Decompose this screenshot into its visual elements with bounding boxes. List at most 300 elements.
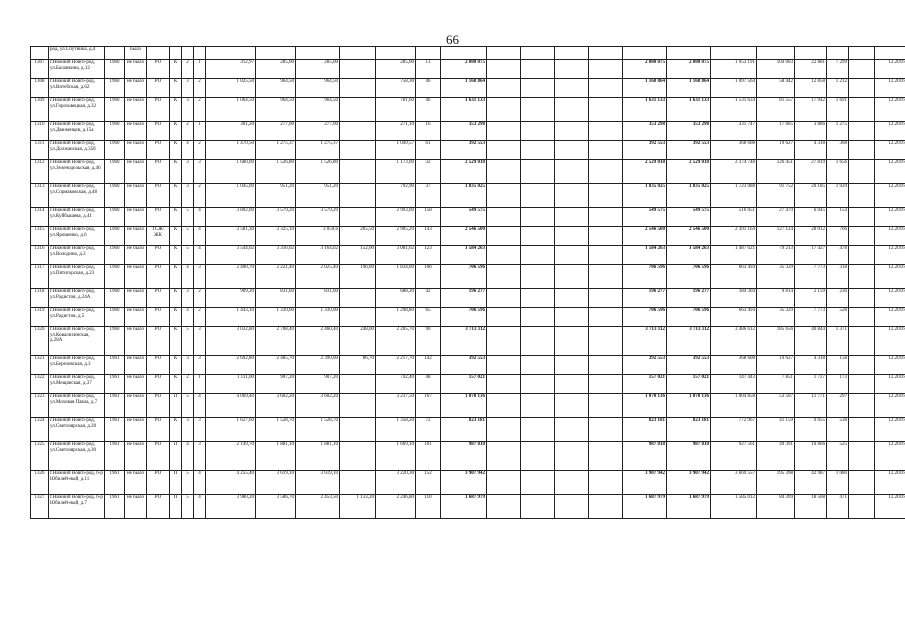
- cell-completion-date: 12.2016: [875, 308, 905, 327]
- cell-cost-works-total: 392 553: [667, 141, 711, 160]
- cell-residential-area: 271,10: [376, 122, 416, 141]
- cell-cost-works-total: 2 546 500: [667, 227, 711, 246]
- cell-fund-share: 1 953 191: [711, 60, 757, 79]
- cell-unit-cost: 1 929: [827, 184, 849, 208]
- cell-completion-date: 12.2016: [875, 375, 905, 394]
- cell-cost-extra-1: [487, 208, 521, 227]
- cell-wall-material: П: [170, 471, 182, 495]
- cell-cost-extra-1: [487, 98, 521, 122]
- cell-cost-extra-2: [521, 265, 555, 289]
- cell-year-built: 1961: [105, 471, 125, 495]
- cell-wall-material: К: [170, 208, 182, 227]
- cell-regional-share: 17 665: [757, 122, 795, 141]
- cell-address: г.Нижний Новго-род, ул.Зеленодольская, д.46: [49, 160, 105, 184]
- cell-completion-date: 12.2016: [875, 327, 905, 356]
- cell-completion-date: 12.2016: [875, 471, 905, 495]
- cell-cost-works: 2 080 075: [623, 60, 667, 79]
- cell-cost-extra-1: [487, 265, 521, 289]
- cell-cost-extra-4: [589, 184, 623, 208]
- cell-cost-extra-3: [555, 394, 589, 418]
- cell-municipal-share: 12 858: [795, 79, 827, 98]
- cell-residential-area: 1 358,20: [376, 418, 416, 442]
- cell-reconstruction: не было: [125, 265, 147, 289]
- table-row: [31, 208, 905, 227]
- cell-management-type: РО: [147, 141, 170, 160]
- cell-cost-extra-1: [487, 327, 521, 356]
- cell-reconstruction: не было: [125, 495, 147, 519]
- cell-regional-share: 91 752: [757, 184, 795, 208]
- cell-unit-cost: 538: [827, 418, 849, 442]
- cell-reconstruction: было: [125, 47, 147, 60]
- cell-private-area: 2 453,50: [296, 495, 340, 519]
- cell-wall-material: К: [170, 184, 182, 208]
- cell-floors: 3: [182, 98, 194, 122]
- cell-cost-works-total: 353 298: [667, 122, 711, 141]
- cell-living-area: 277,00: [256, 122, 296, 141]
- cell-living-area: 907,20: [256, 375, 296, 394]
- cell-cost-extra-3: [555, 141, 589, 160]
- cell-floors: 5: [182, 246, 194, 265]
- cell-year-built: 1960: [105, 184, 125, 208]
- table-row: [31, 184, 905, 208]
- table-row: [31, 375, 905, 394]
- cell-municipal-share: 7 773: [795, 265, 827, 289]
- cell-unit-cost: 478: [827, 246, 849, 265]
- cell-fund-share: 2 374 748: [711, 160, 757, 184]
- cell-address: род, ул.Спутника, д.4: [49, 47, 105, 60]
- cell-floors: 3: [182, 184, 194, 208]
- cell-residential-area: 1 669,10: [376, 442, 416, 471]
- cell-living-area: 3 579,20: [256, 208, 296, 227]
- cell-cost-extra-1: [487, 394, 521, 418]
- cell-private-area: 3 164,02: [296, 246, 340, 265]
- cell-cost-extra-1: [487, 442, 521, 471]
- cell-wall-material: П: [170, 495, 182, 519]
- cell-municipal-area: [340, 418, 376, 442]
- cell-residential-area: 2 905,20: [376, 227, 416, 246]
- cell-cost-extra-4: [589, 60, 623, 79]
- cell-spacer: [849, 308, 875, 327]
- cell-total-cost: 3 907 942: [441, 471, 487, 495]
- cell-municipal-share: 7 773: [795, 308, 827, 327]
- cell-cost-works: 823 181: [623, 418, 667, 442]
- cell-entrances: 4: [194, 394, 206, 418]
- cell-cost-extra-2: [521, 356, 555, 375]
- cell-fund-share: [711, 47, 757, 60]
- cell-regional-share: 58 442: [757, 79, 795, 98]
- cell-private-area: 964,50: [296, 79, 340, 98]
- cell-total-cost: 1 584 263: [441, 246, 487, 265]
- cell-cost-extra-2: [521, 208, 555, 227]
- cell-fund-share: 331 747: [711, 122, 757, 141]
- cell-cost-works-total: 823 181: [667, 418, 711, 442]
- cell-cost-extra-2: [521, 308, 555, 327]
- cell-floors: 4: [182, 308, 194, 327]
- cell-floors: 5: [182, 394, 194, 418]
- cell-private-area: [296, 47, 340, 60]
- table-row: [31, 246, 905, 265]
- cell-cost-works: 1 070 136: [623, 394, 667, 418]
- cell-residents: 152: [416, 471, 441, 495]
- table-row: [31, 418, 905, 442]
- cell-residential-area: 2 993,00: [376, 208, 416, 227]
- cell-regional-share: 49 391: [757, 442, 795, 471]
- cell-municipal-share: 20 185: [795, 184, 827, 208]
- cell-cost-extra-2: [521, 327, 555, 356]
- cell-row-number: 1307: [31, 60, 49, 79]
- cell-residential-area: 758,30: [376, 79, 416, 98]
- cell-year-built: 1961: [105, 356, 125, 375]
- cell-completion-date: 12.2016: [875, 184, 905, 208]
- cell-entrances: 2: [194, 289, 206, 308]
- cell-residents: 142: [416, 356, 441, 375]
- cell-management-type: РО: [147, 208, 170, 227]
- cell-fund-share: 368 608: [711, 356, 757, 375]
- cell-completion-date: 12.2016: [875, 356, 905, 375]
- cell-cost-works: 3 907 942: [623, 471, 667, 495]
- cell-completion-date: 12.2016: [875, 442, 905, 471]
- cell-municipal-share: 9 055: [795, 418, 827, 442]
- cell-municipal-area: 1 133,20: [340, 495, 376, 519]
- cell-floors: 2: [182, 122, 194, 141]
- cell-cost-extra-3: [555, 79, 589, 98]
- cell-year-built: 1960: [105, 160, 125, 184]
- cell-cost-extra-3: [555, 418, 589, 442]
- cell-entrances: 1: [194, 60, 206, 79]
- cell-completion-date: 12.2016: [875, 79, 905, 98]
- cell-private-area: 3 619,10: [296, 471, 340, 495]
- cell-cost-extra-3: [555, 122, 589, 141]
- cell-cost-extra-4: [589, 308, 623, 327]
- cell-management-type: РО: [147, 265, 170, 289]
- cell-cost-extra-3: [555, 208, 589, 227]
- table-row: [31, 394, 905, 418]
- cell-cost-extra-3: [555, 47, 589, 60]
- cell-living-area: 3 602,20: [256, 394, 296, 418]
- cell-reconstruction: не было: [125, 141, 147, 160]
- cell-row-number: 1313: [31, 184, 49, 208]
- cell-spacer: [849, 122, 875, 141]
- cell-cost-extra-1: [487, 418, 521, 442]
- cell-regional-share: 79 213: [757, 246, 795, 265]
- cell-total-area: 3 032,80: [206, 327, 256, 356]
- cell-private-area: 3 059,6: [296, 227, 340, 246]
- cell-floors: 2: [182, 375, 194, 394]
- cell-cost-works-total: 2 529 018: [667, 160, 711, 184]
- cell-cost-extra-4: [589, 471, 623, 495]
- cell-row-number: 1309: [31, 98, 49, 122]
- cell-cost-extra-4: [589, 79, 623, 98]
- cell-living-area: 951,20: [256, 184, 296, 208]
- table-row: [31, 265, 905, 289]
- cell-municipal-share: 11 771: [795, 394, 827, 418]
- cell-completion-date: 12.2016: [875, 60, 905, 79]
- cell-living-area: 3 586,70: [256, 495, 296, 519]
- cell-entrances: 4: [194, 208, 206, 227]
- cell-municipal-area: 152,00: [340, 246, 376, 265]
- cell-private-area: 1 339,00: [296, 308, 340, 327]
- cell-row-number: 1322: [31, 375, 49, 394]
- cell-cost-extra-2: [521, 246, 555, 265]
- cell-fund-share: 772 967: [711, 418, 757, 442]
- cell-living-area: 285,00: [256, 60, 296, 79]
- cell-completion-date: 12.2016: [875, 265, 905, 289]
- cell-cost-works-total: 392 553: [667, 356, 711, 375]
- cell-entrances: 3: [194, 265, 206, 289]
- cell-cost-extra-2: [521, 289, 555, 308]
- cell-total-cost: 1 070 136: [441, 394, 487, 418]
- cell-unit-cost: 1 275: [827, 122, 849, 141]
- cell-spacer: [849, 471, 875, 495]
- cell-address: г.Нижний Новго-род, ул.Светлоярская, д.28: [49, 418, 105, 442]
- cell-address: г.Нижний Новго-род, ул.Березовская, д.3: [49, 356, 105, 375]
- cell-completion-date: 12.2016: [875, 160, 905, 184]
- table-row: [31, 122, 905, 141]
- cell-living-area: 2 485,70: [256, 356, 296, 375]
- cell-cost-extra-4: [589, 495, 623, 519]
- cell-year-built: 1960: [105, 60, 125, 79]
- cell-cost-extra-3: [555, 60, 589, 79]
- cell-living-area: 2 708,40: [256, 327, 296, 356]
- cell-unit-cost: 1 212: [827, 79, 849, 98]
- cell-total-area: [206, 47, 256, 60]
- cell-private-area: 3 602,20: [296, 394, 340, 418]
- cell-reconstruction: не было: [125, 289, 147, 308]
- cell-year-built: 1960: [105, 79, 125, 98]
- cell-total-area: 1 470,50: [206, 141, 256, 160]
- cell-row-number: 1308: [31, 79, 49, 98]
- cell-private-area: 2 460,40: [296, 327, 340, 356]
- cell-total-cost: 823 181: [441, 418, 487, 442]
- cell-completion-date: 12.2016: [875, 227, 905, 246]
- register-table: [30, 46, 905, 519]
- cell-reconstruction: не было: [125, 79, 147, 98]
- cell-entrances: [194, 47, 206, 60]
- cell-cost-extra-4: [589, 122, 623, 141]
- cell-wall-material: К: [170, 356, 182, 375]
- cell-cost-works: 706 596: [623, 265, 667, 289]
- cell-unit-cost: 318: [827, 265, 849, 289]
- cell-municipal-share: 17 942: [795, 98, 827, 122]
- cell-cost-extra-3: [555, 495, 589, 519]
- cell-total-area: 4 069,40: [206, 394, 256, 418]
- cell-regional-share: 185 656: [757, 327, 795, 356]
- cell-cost-extra-1: [487, 289, 521, 308]
- cell-cost-works-total: 2 080 075: [667, 60, 711, 79]
- cell-floors: [182, 47, 194, 60]
- cell-cost-works: 3 713 112: [623, 327, 667, 356]
- cell-cost-works: 987 818: [623, 442, 667, 471]
- cell-floors: 3: [182, 418, 194, 442]
- cell-living-area: 3 325,10: [256, 227, 296, 246]
- cell-spacer: [849, 375, 875, 394]
- cell-wall-material: К: [170, 289, 182, 308]
- cell-reconstruction: не было: [125, 98, 147, 122]
- cell-residential-area: 781,60: [376, 98, 416, 122]
- cell-municipal-area: [340, 47, 376, 60]
- cell-reconstruction: не было: [125, 442, 147, 471]
- cell-residential-area: 2 205,70: [376, 327, 416, 356]
- cell-total-area: 1 025,50: [206, 79, 256, 98]
- cell-floors: 5: [182, 495, 194, 519]
- cell-cost-extra-2: [521, 442, 555, 471]
- cell-cost-extra-4: [589, 98, 623, 122]
- cell-floors: 3: [182, 356, 194, 375]
- cell-year-built: 1960: [105, 327, 125, 356]
- cell-total-cost: 549 575: [441, 208, 487, 227]
- cell-total-area: 301,20: [206, 122, 256, 141]
- cell-reconstruction: не было: [125, 184, 147, 208]
- cell-regional-share: 195 398: [757, 471, 795, 495]
- cell-year-built: 1960: [105, 265, 125, 289]
- cell-residents: 61: [416, 141, 441, 160]
- cell-cost-extra-1: [487, 495, 521, 519]
- cell-unit-cost: 173: [827, 375, 849, 394]
- cell-entrances: 1: [194, 122, 206, 141]
- cell-total-area: 2 692,80: [206, 356, 256, 375]
- cell-floors: 5: [182, 471, 194, 495]
- cell-management-type: РО: [147, 246, 170, 265]
- cell-residential-area: 1 834,00: [376, 265, 416, 289]
- cell-row-number: 1320: [31, 327, 49, 356]
- cell-floors: 2: [182, 60, 194, 79]
- cell-total-area: 2 149,70: [206, 442, 256, 471]
- cell-address: г.Нижний Новго-род, ул.Пятигорская, д.23: [49, 265, 105, 289]
- cell-cost-extra-3: [555, 98, 589, 122]
- cell-address: г.Нижний Новго-род, ул.Моховая Павла, д.7: [49, 394, 105, 418]
- cell-address: г.Нижний Новго-род, ул.Куйбышева, д.41: [49, 208, 105, 227]
- cell-unit-cost: 7 299: [827, 60, 849, 79]
- cell-cost-works-total: 1 631 133: [667, 98, 711, 122]
- cell-wall-material: К: [170, 141, 182, 160]
- cell-total-area: 4 255,40: [206, 471, 256, 495]
- cell-unit-cost: 1 691: [827, 98, 849, 122]
- cell-cost-extra-2: [521, 98, 555, 122]
- cell-cost-extra-4: [589, 394, 623, 418]
- cell-reconstruction: не было: [125, 246, 147, 265]
- cell-spacer: [849, 418, 875, 442]
- cell-row-number: 1311: [31, 141, 49, 160]
- cell-management-type: РО: [147, 79, 170, 98]
- cell-address: г.Нижний Новго-род, ул.Ковалихинская, д.28А: [49, 327, 105, 356]
- cell-residents: 72: [416, 418, 441, 442]
- cell-cost-works-total: 157 021: [667, 375, 711, 394]
- cell-total-cost: 2 529 018: [441, 160, 487, 184]
- cell-cost-extra-1: [487, 227, 521, 246]
- cell-spacer: [849, 141, 875, 160]
- cell-cost-extra-2: [521, 418, 555, 442]
- table-row: [31, 141, 905, 160]
- cell-private-area: 1 526,80: [296, 160, 340, 184]
- cell-cost-extra-4: [589, 442, 623, 471]
- cell-private-area: 951,20: [296, 184, 340, 208]
- cell-entrances: 2: [194, 308, 206, 327]
- cell-residents: 42: [416, 289, 441, 308]
- cell-unit-cost: 297: [827, 394, 849, 418]
- cell-residential-area: 688,20: [376, 289, 416, 308]
- cell-spacer: [849, 160, 875, 184]
- cell-cost-extra-4: [589, 47, 623, 60]
- cell-total-cost: 987 818: [441, 442, 487, 471]
- table-row: [31, 308, 905, 327]
- cell-wall-material: К: [170, 418, 182, 442]
- cell-year-built: 1960: [105, 208, 125, 227]
- cell-reconstruction: не было: [125, 308, 147, 327]
- cell-fund-share: 1 487 621: [711, 246, 757, 265]
- cell-residents: 101: [416, 442, 441, 471]
- cell-residents: 16: [416, 122, 441, 141]
- cell-regional-share: 35 329: [757, 308, 795, 327]
- cell-total-area: 1 680,00: [206, 160, 256, 184]
- cell-reconstruction: не было: [125, 394, 147, 418]
- cell-cost-works-total: [667, 47, 711, 60]
- cell-municipal-share: 6 045: [795, 208, 827, 227]
- cell-total-cost: 706 596: [441, 265, 487, 289]
- cell-cost-extra-1: [487, 471, 521, 495]
- cell-cost-extra-4: [589, 418, 623, 442]
- cell-residents: 13: [416, 60, 441, 79]
- cell-private-area: 2 025,40: [296, 265, 340, 289]
- cell-wall-material: П: [170, 394, 182, 418]
- cell-wall-material: К: [170, 122, 182, 141]
- cell-floors: 4: [182, 265, 194, 289]
- cell-fund-share: 3 486 612: [711, 327, 757, 356]
- cell-address: г.Нижний Новго-род, ул.Радистов, д.24А: [49, 289, 105, 308]
- cell-residents: 46: [416, 98, 441, 122]
- cell-cost-works: 1 835 025: [623, 184, 667, 208]
- cell-row-number: 1319: [31, 308, 49, 327]
- cell-wall-material: К: [170, 327, 182, 356]
- cell-total-cost: 1 687 979: [441, 495, 487, 519]
- cell-cost-extra-1: [487, 160, 521, 184]
- cell-management-type: РО: [147, 184, 170, 208]
- cell-living-area: 1 528,70: [256, 418, 296, 442]
- cell-completion-date: 12.2016: [875, 141, 905, 160]
- cell-wall-material: [170, 47, 182, 60]
- cell-cost-extra-3: [555, 227, 589, 246]
- cell-cost-extra-2: [521, 227, 555, 246]
- cell-floors: 5: [182, 327, 194, 356]
- cell-municipal-area: [340, 375, 376, 394]
- cell-living-area: [256, 47, 296, 60]
- cell-address: г.Нижний Новго-род, ул.Сормаковская, д.48: [49, 184, 105, 208]
- cell-cost-extra-2: [521, 141, 555, 160]
- cell-fund-share: 927 561: [711, 442, 757, 471]
- cell-municipal-area: 248,00: [340, 327, 376, 356]
- cell-total-cost: 1 631 133: [441, 98, 487, 122]
- cell-regional-share: 81 557: [757, 98, 795, 122]
- table-row: [31, 327, 905, 356]
- cell-reconstruction: не было: [125, 60, 147, 79]
- cell-address: г.Нижний Новго-род, ул.Светлоярская, д.30: [49, 442, 105, 471]
- cell-municipal-area: [340, 308, 376, 327]
- cell-cost-extra-1: [487, 184, 521, 208]
- cell-total-cost: 196 277: [441, 289, 487, 308]
- cell-private-area: 277,00: [296, 122, 340, 141]
- cell-wall-material: К: [170, 246, 182, 265]
- cell-floors: 5: [182, 208, 194, 227]
- cell-cost-extra-2: [521, 160, 555, 184]
- cell-total-cost: 2 546 500: [441, 227, 487, 246]
- cell-regional-share: 19 627: [757, 141, 795, 160]
- cell-unit-cost: 154: [827, 208, 849, 227]
- cell-cost-extra-3: [555, 265, 589, 289]
- cell-municipal-share: 40 844: [795, 327, 827, 356]
- cell-total-cost: 157 021: [441, 375, 487, 394]
- cell-unit-cost: 158: [827, 356, 849, 375]
- cell-residential-area: 3 220,30: [376, 471, 416, 495]
- table-row: [31, 442, 905, 471]
